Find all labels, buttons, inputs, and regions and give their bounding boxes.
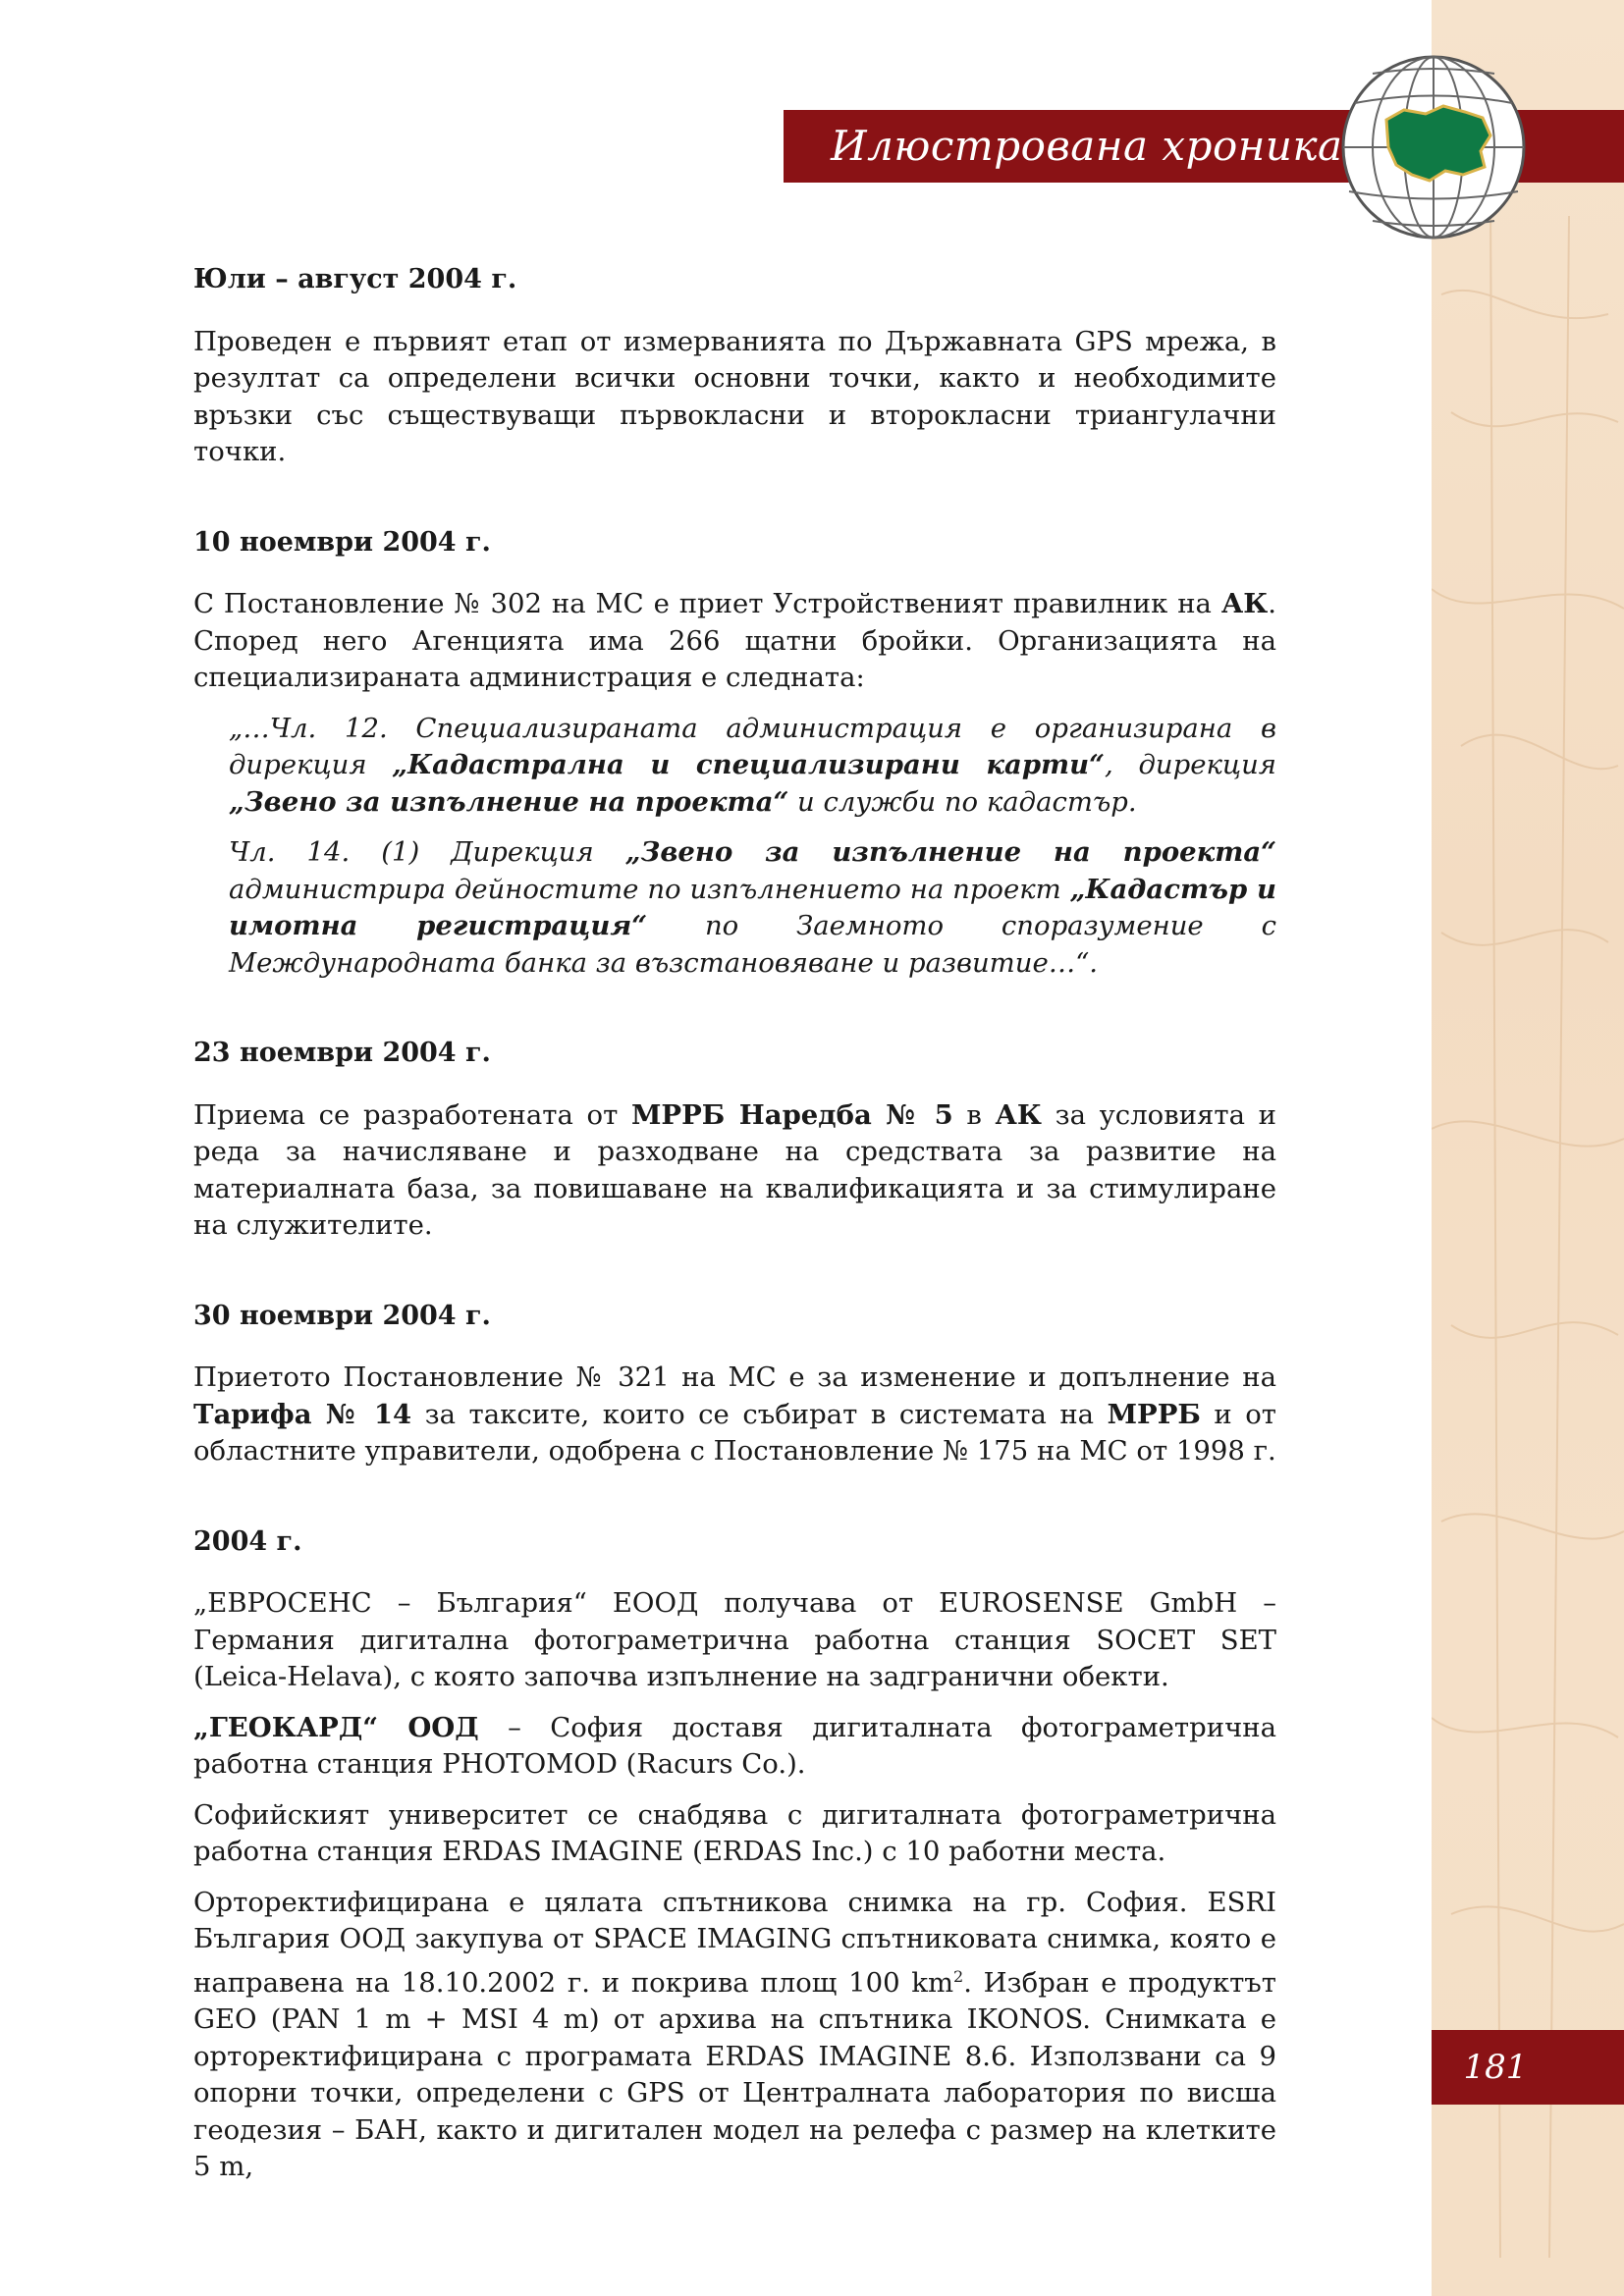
entry-paragraph: Софийският университет се снабдява с дигиталната фотограметрична работна станция ERDAS IMAGINE (ERDAS Inc.) с 10 работни места. [193, 1798, 1276, 1867]
entry-paragraph: Приетото Постановление № 321 на МС е за изменение и допълнение на Тарифа № 14 за таксите, които се събират в системата на МРРБ и от областните управители, одобрена с Постановление № 175 на МС от 1998 г. [193, 1362, 1277, 1467]
main-content [193, 261, 1276, 2239]
page-number: 181 [1463, 2048, 1528, 2087]
entry-paragraph: „ГЕОКАРД“ ООД – София доставя дигиталната фотограметрична работна станция PHOTOMOD (Racurs Co.). [193, 1711, 1276, 1780]
entry-30-nov-2004 [193, 1298, 1276, 1470]
side-panel [1432, 0, 1624, 2296]
entry-jul-aug-2004 [193, 261, 1276, 471]
section-title: Илюстрована хроника [831, 122, 1343, 170]
entry-date: Юли – август 2004 г. [193, 264, 517, 294]
entry-date: 23 ноември 2004 г. [193, 1038, 491, 1068]
entry-paragraph: Проведен е първият етап от измерванията по Държавната GPS мрежа, в резултат са определени всички основни точки, както и необходимите връзки със съществуващи първокласни и второкласни триангулачни точки. [193, 325, 1276, 467]
entry-23-nov-2004 [193, 1035, 1276, 1245]
globe-map-icon [1335, 49, 1532, 245]
entry-paragraph: Орторектифицирана е цялата спътникова снимка на гр. София. ESRI България ООД закупува от SPACE IMAGING спътниковата снимка, която е направена на 18.10.2002 г. и покрива площ 100 $km^2$. Избран е продуктът GEO (PAN 1 m + MSI 4 m) от архива на спътника IKONOS. Снимката е орторектифицирана с програмата ERDAS IMAGINE 8.6. Използвани са 9 опорни точки, определени с GPS от Централната лаборатория по висша геодезия – БАН, както и дигитален модел на релефа с размер на клетките 5 m, [193, 1886, 1276, 2183]
entry-2004 [193, 1523, 1276, 2186]
entry-paragraph: Приема се разработената от МРРБ Наредба № 5 в АК за условията и реда за начисляване и разходване на средствата за развитие на материалната база, за повишаване на квалификацията и за стимулиране на служителите. [193, 1098, 1276, 1241]
entry-date: 10 ноември 2004 г. [193, 526, 491, 558]
entry-10-nov-2004 [193, 524, 1276, 983]
quote-paragraph: Чл. 14. (1) Дирекция „Звено за изпълнение на проекта“ администрира дейностите по изпълнението на проект „Кадастър и имотна регистрация“ по Заемното споразумение с Международната банка за възстановяване и развитие…“. [229, 836, 1277, 979]
entry-date: 2004 г. [193, 1525, 302, 1557]
quote-paragraph: „…Чл. 12. Специализираната администрация е организирана в дирекция „Кадастрална и специализирани карти“, дирекция „Звено за изпълнение на проекта“ и служби по кадастър. [229, 712, 1277, 818]
entry-paragraph: С Постановление № 302 на МС е приет Устройственият правилник на АК. Според него Агенцията има 266 щатни бройки. Организацията на специализираната администрация е следната: [193, 588, 1276, 693]
side-panel-map-texture [1432, 0, 1624, 2296]
entry-date: 30 ноември 2004 г. [193, 1300, 491, 1331]
entry-paragraph: „ЕВРОСЕНС – България“ ЕООД получава от EUROSENSE GmbH – Германия дигитална фотограметрична работна станция SOCET SET (Leica-Helava), с която започва изпълнение на задгранични обекти. [193, 1587, 1276, 1692]
